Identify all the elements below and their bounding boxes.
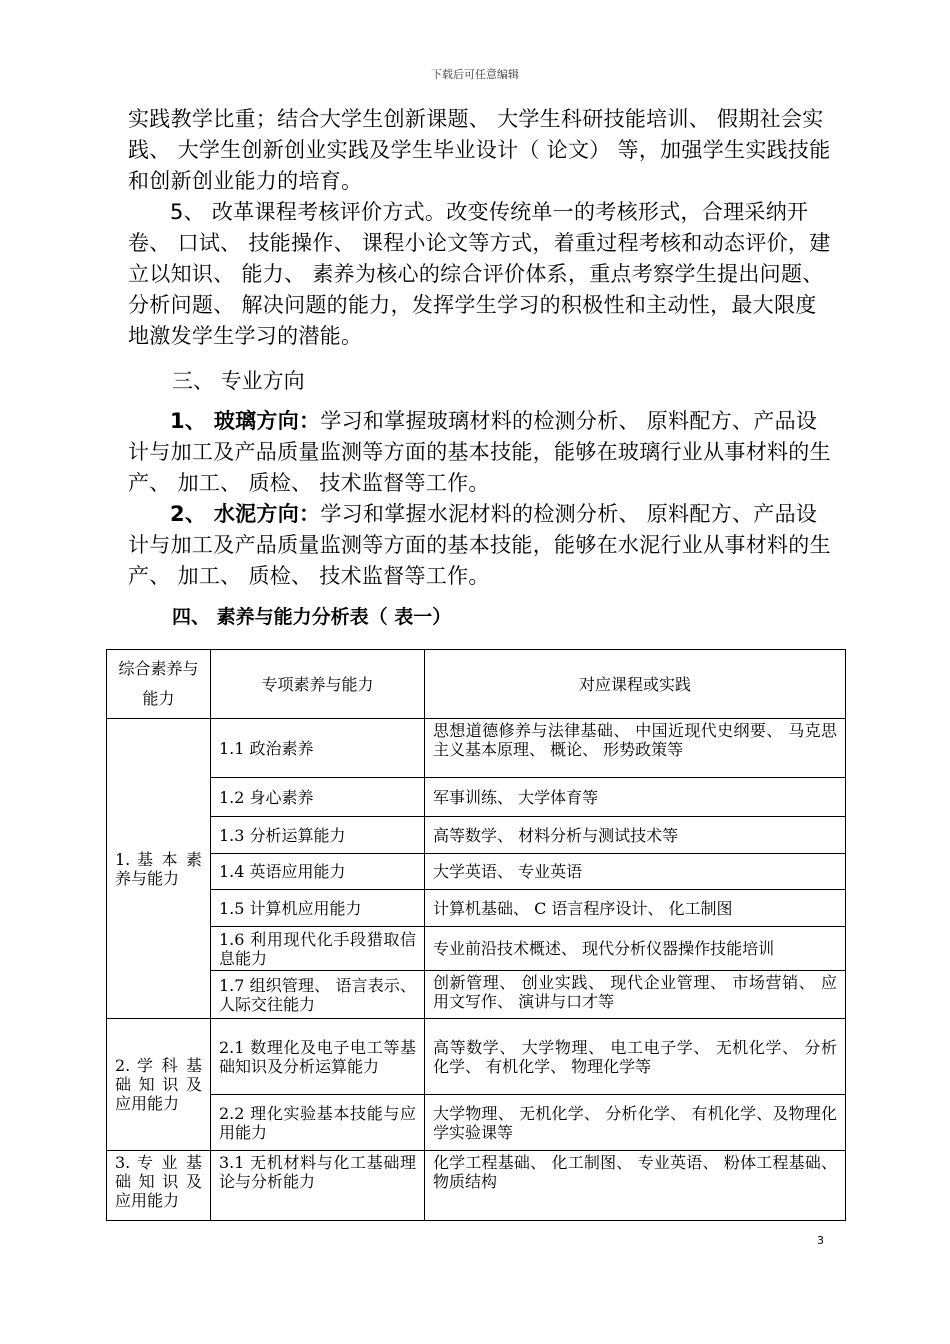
table-row: [107, 1019, 846, 1095]
course-cell: 化学工程基础、 化工制图、 专业英语、 粉体工程基础、 物质结构: [425, 1151, 846, 1221]
table-header-cell: 综合素养与能力: [107, 650, 211, 719]
table-row: [107, 817, 846, 854]
ability-cell: 1.3 分析运算能力: [211, 817, 425, 854]
paragraph-assessment-reform: 5、 改革课程考核评价方式。改变传统单一的考核形式，合理采纳开卷、 口试、 技能操作、 课程小论文等方式，着重过程考核和动态评价，建立以知识、 能力、 素养为核心的综合评价体系，重点考察学生提出问题、 分析问题、 解决问题的能力，发挥学生学习的积极性和主动性，最大限度地激发学生学习的潜能。: [128, 200, 831, 348]
ability-cell: 1.7 组织管理、 语言表示、 人际交往能力: [211, 971, 425, 1019]
group-cell-discipline: 2. 学 科 基础 知 识 及应用能力: [107, 1019, 211, 1151]
glass-direction-text: 学习和掌握玻璃材料的检测分析、 原料配方、产品设计与加工及产品质量监测等方面的基本技能，能够在玻璃行业从事材料的生产、 加工、 质检、 技术监督等工作。: [128, 409, 831, 495]
section-3-title: 三、 专业方向: [172, 369, 305, 393]
table-row: [107, 1095, 846, 1151]
table-header-cell: 专项素养与能力: [211, 650, 425, 719]
table-row: [107, 719, 846, 778]
table-row: [107, 778, 846, 817]
table-header-cell: 对应课程或实践: [425, 650, 846, 719]
course-cell: 创新管理、 创业实践、 现代企业管理、 市场营销、 应用文写作、 演讲与口才等: [425, 971, 846, 1019]
ability-cell: 1.4 英语应用能力: [211, 854, 425, 890]
table-row: [107, 1151, 846, 1221]
course-cell: 大学物理、 无机化学、 分析化学、 有机化学、及物理化学实验课等: [425, 1095, 846, 1151]
course-cell: 专业前沿技术概述、 现代分析仪器操作技能培训: [425, 927, 846, 971]
table-row: [107, 971, 846, 1019]
ability-analysis-table: [106, 649, 846, 1221]
ability-cell: 1.2 身心素养: [211, 778, 425, 817]
cement-direction-label: 2、 水泥方向：: [170, 502, 321, 526]
group-cell-professional: 3. 专 业 基础 知 识 及应用能力: [107, 1151, 211, 1221]
course-cell: 高等数学、 材料分析与测试技术等: [425, 817, 846, 854]
page-header: 下载后可任意编辑: [431, 68, 519, 81]
ability-cell: 1.6 利用现代化手段猎取信息能力: [211, 927, 425, 971]
ability-cell: 1.1 政治素养: [211, 719, 425, 778]
paragraph-practice: 实践教学比重；结合大学生创新课题、 大学生科研技能培训、 假期社会实践、 大学生创新创业实践及学生毕业设计（ 论文） 等，加强学生实践技能和创新创业能力的培育。: [128, 107, 831, 193]
glass-direction-label: 1、 玻璃方向：: [170, 409, 321, 433]
course-cell: 高等数学、 大学物理、 电工电子学、 无机化学、 分析化学、 有机化学、 物理化学等: [425, 1019, 846, 1095]
cement-direction-text: 学习和掌握水泥材料的检测分析、 原料配方、产品设计与加工及产品质量监测等方面的基本技能，能够在水泥行业从事材料的生产、 加工、 质检、 技术监督等工作。: [128, 502, 831, 588]
section-4-title: 四、 素养与能力分析表（ 表一）: [172, 606, 452, 628]
ability-cell: 2.2 理化实验基本技能与应用能力: [211, 1095, 425, 1151]
table-header-row: [107, 650, 846, 719]
paragraph-glass-direction: [128, 406, 833, 499]
course-cell: 思想道德修养与法律基础、 中国近现代史纲要、 马克思主义基本原理、 概论、 形势政策等: [425, 719, 846, 778]
ability-cell: 3.1 无机材料与化工基础理论与分析能力: [211, 1151, 425, 1221]
ability-cell: 1.5 计算机应用能力: [211, 890, 425, 927]
table-row: [107, 854, 846, 890]
table-row: [107, 890, 846, 927]
course-cell: 军事训练、 大学体育等: [425, 778, 846, 817]
group-cell-basic: 1. 基 本 素养与能力: [107, 719, 211, 1019]
course-cell: 大学英语、 专业英语: [425, 854, 846, 890]
course-cell: 计算机基础、 C 语言程序设计、 化工制图: [425, 890, 846, 927]
table-row: [107, 927, 846, 971]
paragraph-cement-direction: [128, 499, 833, 592]
page-number: 3: [817, 1234, 824, 1247]
ability-cell: 2.1 数理化及电子电工等基础知识及分析运算能力: [211, 1019, 425, 1095]
